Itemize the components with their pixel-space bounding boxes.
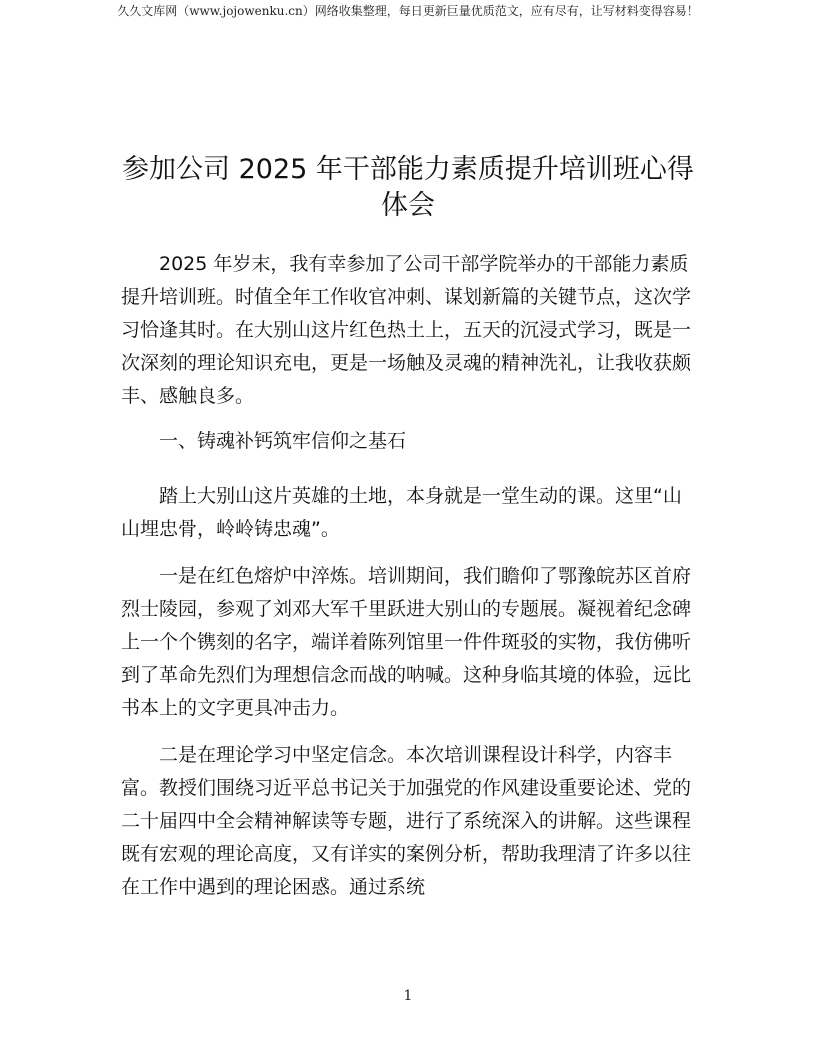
paragraph: 二是在理论学习中坚定信念。本次培训课程设计科学，内容丰富。教授们围绕习近平总书记关于加强党的作风建设重要论述、党的二十届四中全会精神解读等专题，进行了系统深入的讲解。这些课程既有宏观的理论高度，又有详实的案例分析，帮助我理清了许多以往在工作中遇到的理论困惑。通过系统 xyxy=(121,744,692,898)
document-body xyxy=(121,248,697,904)
paragraph: 踏上大别山这片英雄的土地，本身就是一堂生动的课。这里“山山埋忠骨，岭岭铸忠魂”。 xyxy=(121,485,682,540)
section-heading: 一、铸魂补钙筑牢信仰之基石 xyxy=(159,430,407,452)
header-banner: 久久文库网（www.jojowenku.cn）网络收集整理，每日更新巨量优质范文，应有尽有，让写材料变得容易！ xyxy=(117,4,699,18)
document-title: 参加公司 2025 年干部能力素质提升培训班心得体会 xyxy=(122,154,694,221)
page-number: 1 xyxy=(403,988,413,1004)
paragraph: 一是在红色熔炉中淬炼。培训期间，我们瞻仰了鄂豫皖苏区首府烈士陵园，参观了刘邓大军千里跃进大别山的专题展。凝视着纪念碑上一个个镌刻的名字，端详着陈列馆里一件件斑驳的实物，我仿佛听到了革命先烈们为理想信念而战的呐喊。这种身临其境的体验，远比书本上的文字更具冲击力。 xyxy=(121,565,692,719)
paragraph-intro: 2025 年岁末，我有幸参加了公司干部学院举办的干部能力素质提升培训班。时值全年工作收官冲刺、谋划新篇的关键节点，这次学习恰逢其时。在大别山这片红色热土上，五天的沉浸式学习，既是一次深刻的理论知识充电，更是一场触及灵魂的精神洗礼，让我收获颇丰、感触良多。 xyxy=(121,253,692,407)
